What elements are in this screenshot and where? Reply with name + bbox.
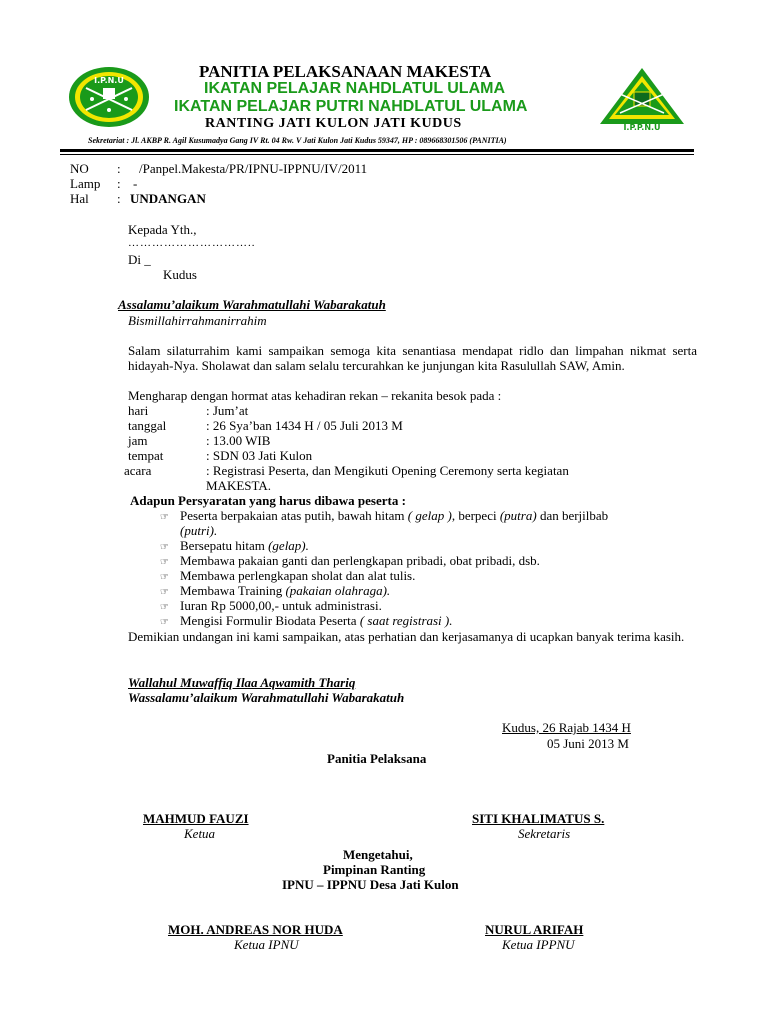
schedule-jam-value: : 13.00 WIB: [206, 433, 271, 448]
letterhead-secretariat: Sekretariat : Jl. AKBP R. Agil Kusumadya Gang IV Rt. 04 Rw. V Jati Kulon Jati Kudus 59347, HP : 089668301506 (PANITIA): [88, 136, 507, 145]
lamp-label: Lamp: [70, 176, 101, 191]
lamp-value: -: [133, 176, 138, 191]
schedule-tempat-value: : SDN 03 Jati Kulon: [206, 448, 313, 463]
no-label: NO: [70, 161, 89, 176]
letterhead-org-ipnu: IKATAN PELAJAR NAHDLATUL ULAMA: [204, 80, 506, 97]
requirement-item: ☞ Iuran Rp 5000,00,- untuk administrasi.: [160, 598, 382, 613]
pointing-hand-icon: ☞: [160, 557, 169, 568]
no-sep: :: [117, 161, 121, 176]
schedule-jam-label: jam: [128, 433, 148, 448]
schedule-tanggal-label: tanggal: [128, 418, 167, 433]
signature-ippnu-role: Ketua IPPNU: [502, 937, 575, 952]
ippnu-logo-text: I.P.P.N.U: [623, 123, 661, 132]
closing-paragraph: Demikian undangan ini kami sampaikan, atas perhatian dan kerjasamanya di ucapkan banyak terima kasih.: [128, 629, 685, 644]
requirement-item: ☞ Membawa perlengkapan sholat dan alat tulis.: [160, 568, 416, 583]
hal-sep: :: [117, 191, 121, 206]
signature-sekretaris-role: Sekretaris: [518, 826, 571, 841]
recipient-city: Kudus: [163, 267, 197, 282]
letterhead-rule-thin: [60, 154, 694, 155]
letterhead-branch: RANTING JATI KULON JATI KUDUS: [205, 116, 462, 131]
pointing-hand-icon: ☞: [160, 587, 169, 598]
pointing-hand-icon: ☞: [160, 602, 169, 613]
recipient-di: Di _: [128, 252, 151, 267]
requirement-item: ☞ Bersepatu hitam (gelap).: [160, 538, 309, 553]
recipient-kepada: Kepada Yth.,: [128, 222, 197, 237]
requirement-item-continued: (putri).: [180, 523, 218, 538]
signature-ippnu-name: NURUL ARIFAH: [485, 922, 584, 937]
signature-pimpinan: Pimpinan Ranting: [323, 862, 426, 877]
body-paragraph-1: Salam silaturrahim kami sampaikan semoga kita senantiasa mendapat ridlo dan limpahan nikmat serta hidayah-Nya. Sholawat dan salam selalu tercurahkan ke junjungan kita Rasulullah SAW, Amin.: [128, 343, 697, 373]
schedule-acara-label: acara: [124, 463, 152, 478]
signature-ipnu-role: Ketua IPNU: [234, 937, 299, 952]
schedule-acara-continued: MAKESTA.: [206, 478, 272, 493]
greeting-salam: Assalamu’alaikum Warahmatullahi Wabarakatuh: [118, 297, 386, 312]
schedule-hari-value: : Jum’at: [206, 403, 249, 418]
letterhead-org-ippnu: IKATAN PELAJAR PUTRI NAHDLATUL ULAMA: [174, 98, 528, 115]
closing-wallahul: Wallahul Muwaffiq Ilaa Aqwamith Thariq: [128, 675, 356, 690]
ipnu-logo-text: I.P.N.U: [94, 76, 124, 85]
body-paragraph-2: Mengharap dengan hormat atas kehadiran rekan – rekanita besok pada :: [128, 388, 502, 403]
hal-label: Hal: [70, 191, 89, 206]
schedule-acara-value: : Registrasi Peserta, dan Mengikuti Opening Ceremony serta kegiatan: [206, 463, 569, 478]
signature-panitia-heading: Panitia Pelaksana: [327, 751, 427, 766]
signature-ipnu-ippnu: IPNU – IPPNU Desa Jati Kulon: [282, 877, 459, 892]
closing-wassalam: Wassalamu’alaikum Warahmatullahi Wabarakatuh: [128, 690, 405, 705]
schedule-tanggal-value: : 26 Sya’ban 1434 H / 05 Juli 2013 M: [206, 418, 403, 433]
requirement-item: ☞ Peserta berpakaian atas putih, bawah hitam ( gelap ), berpeci (putra) dan berjilbab: [160, 508, 609, 523]
requirement-item: ☞ Membawa pakaian ganti dan perlengkapan pribadi, obat pribadi, dsb.: [160, 553, 540, 568]
pointing-hand-icon: ☞: [160, 512, 169, 523]
requirement-item: ☞ Membawa Training (pakaian olahraga).: [160, 583, 391, 598]
letterhead-rule-thick: [60, 149, 694, 152]
date-masehi: 05 Juni 2013 M: [547, 736, 629, 751]
ipnu-logo: [68, 66, 150, 128]
lamp-sep: :: [117, 176, 121, 191]
schedule-hari-label: hari: [128, 403, 149, 418]
pointing-hand-icon: ☞: [160, 617, 169, 628]
pointing-hand-icon: ☞: [160, 542, 169, 553]
date-hijri: Kudus, 26 Rajab 1434 H: [502, 720, 631, 735]
ippnu-logo: [596, 64, 688, 132]
signature-ketua-name: MAHMUD FAUZI: [143, 811, 249, 826]
pointing-hand-icon: ☞: [160, 572, 169, 583]
recipient-dots: …………………………..: [128, 237, 256, 249]
hal-value: UNDANGAN: [130, 191, 206, 206]
requirements-heading: Adapun Persyaratan yang harus dibawa peserta :: [130, 493, 406, 508]
greeting-basmalah: Bismillahirrahmanirrahim: [128, 313, 267, 328]
no-value: /Panpel.Makesta/PR/IPNU-IPPNU/IV/2011: [139, 161, 368, 176]
signature-sekretaris-name: SITI KHALIMATUS S.: [472, 811, 605, 826]
signature-mengetahui: Mengetahui,: [343, 847, 413, 862]
signature-ipnu-name: MOH. ANDREAS NOR HUDA: [168, 922, 343, 937]
signature-ketua-role: Ketua: [184, 826, 216, 841]
requirement-item: ☞ Mengisi Formulir Biodata Peserta ( saat registrasi ).: [160, 613, 453, 628]
letterhead-title: PANITIA PELAKSANAAN MAKESTA: [199, 62, 492, 81]
schedule-tempat-label: tempat: [128, 448, 164, 463]
